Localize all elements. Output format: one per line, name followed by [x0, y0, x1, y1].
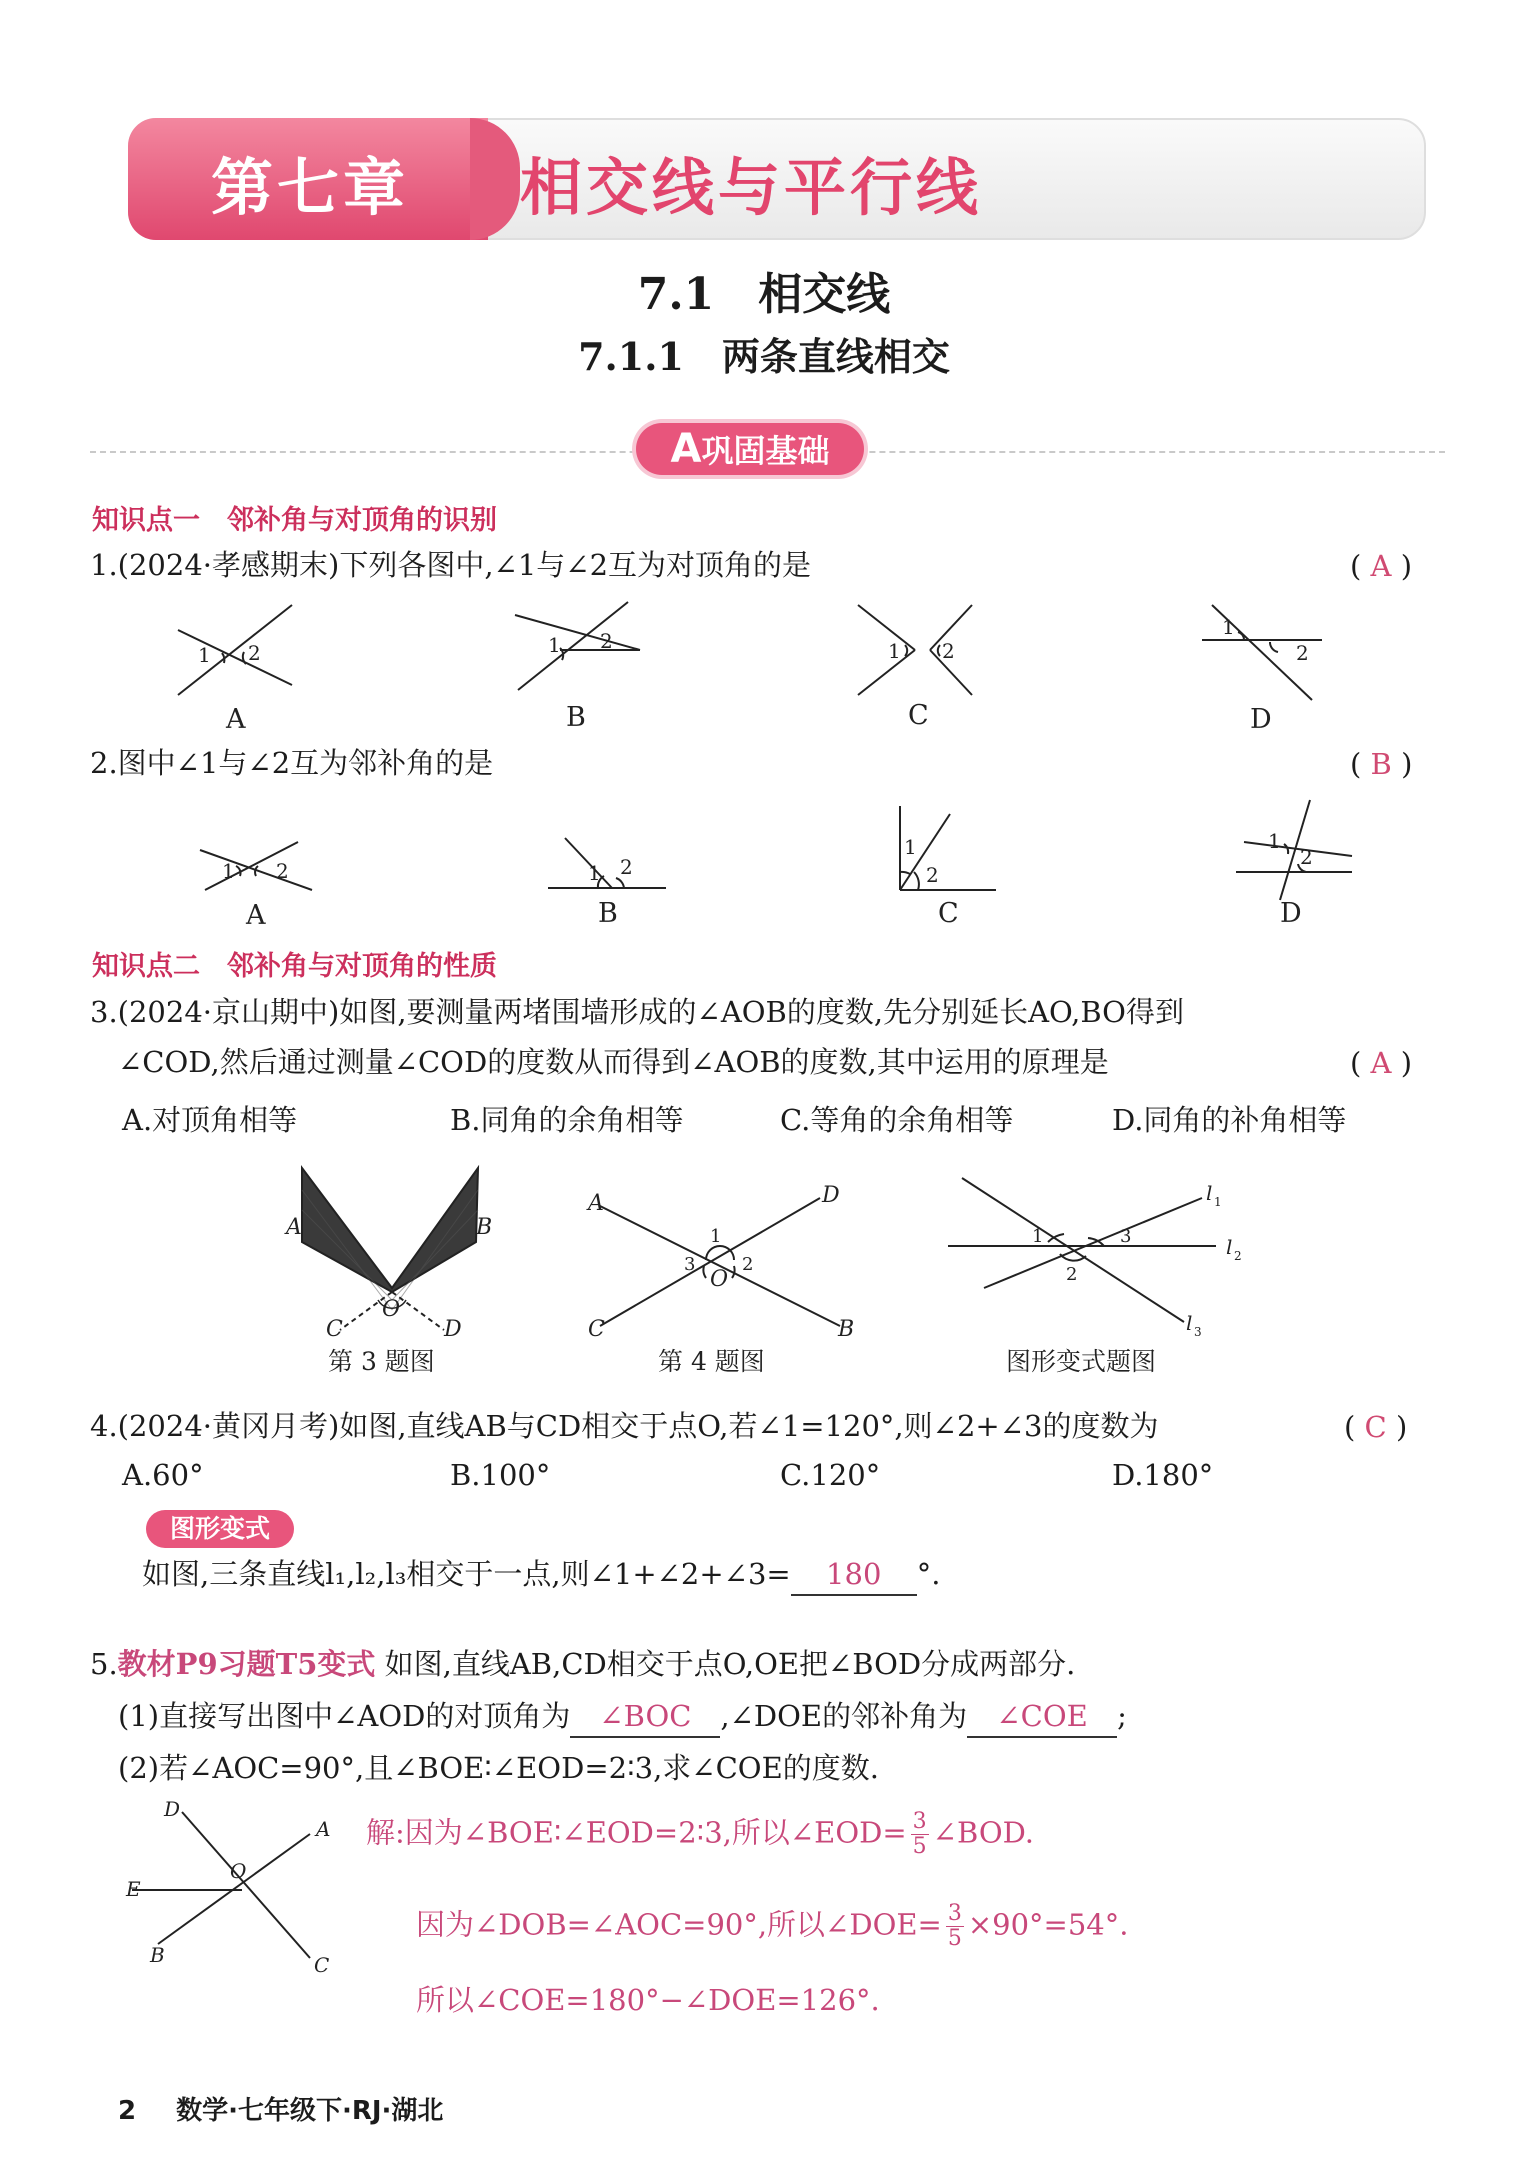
- question-2-stem: 2.图中∠1与∠2互为邻补角的是: [90, 746, 494, 780]
- badge-letter: A: [670, 426, 702, 472]
- svg-text:A: A: [286, 1215, 302, 1240]
- svg-text:O: O: [710, 1267, 729, 1292]
- figure-3-caption: 第 3 题图: [328, 1347, 435, 1376]
- question-5-source: 教材P9习题T5变式: [117, 1647, 376, 1681]
- q1-label-c: C: [908, 700, 929, 731]
- svg-text:D: D: [822, 1183, 840, 1208]
- q1-label-b: B: [566, 702, 586, 733]
- chapter-number: 第七章: [210, 151, 409, 224]
- q1-label-d: D: [1250, 704, 1272, 735]
- svg-text:l: l: [1206, 1181, 1213, 1205]
- question-1-figures: [0, 590, 1528, 740]
- section-subtitle: 7.1.1 两条直线相交: [578, 334, 950, 379]
- svg-text:C: C: [314, 1953, 330, 1976]
- q5-blank-1: ∠BOC: [570, 1696, 720, 1738]
- question-2-answer: ( B ): [1350, 747, 1413, 781]
- question-5-stem: 5.教材P9习题T5变式 如图,直线AB,CD相交于点O,OE把∠BOD分成两部分.: [90, 1647, 1076, 1681]
- svg-text:1: 1: [710, 1226, 722, 1247]
- question-4-stem: 4.(2024·黄冈月考)如图,直线AB与CD相交于点O,若∠1=120°,则∠2+∠3的度数为: [90, 1409, 1159, 1443]
- figure-4-caption: 第 4 题图: [658, 1347, 765, 1376]
- svg-text:l: l: [1186, 1311, 1193, 1335]
- svg-text:1: 1: [1214, 1195, 1222, 1209]
- chapter-title: 相交线与平行线: [520, 151, 983, 224]
- svg-text:1: 1: [1222, 615, 1235, 639]
- level-badge: [636, 423, 864, 475]
- svg-text:1: 1: [548, 633, 561, 657]
- q1-label-a: A: [226, 704, 246, 735]
- badge-text: 巩固基础: [701, 432, 830, 470]
- svg-text:B: B: [838, 1317, 855, 1342]
- q3-option-c: C.等角的余角相等: [780, 1103, 1014, 1137]
- svg-text:2: 2: [620, 855, 633, 879]
- svg-text:2: 2: [1066, 1264, 1078, 1285]
- svg-text:2: 2: [276, 859, 289, 883]
- svg-text:2: 2: [926, 863, 939, 887]
- q4-option-b: B.100°: [450, 1458, 551, 1492]
- svg-text:1: 1: [588, 861, 601, 885]
- q3-option-b: B.同角的余角相等: [450, 1103, 684, 1137]
- svg-text:B: B: [476, 1215, 493, 1240]
- question-2-figures: [0, 790, 1528, 930]
- q4-option-a: A.60°: [122, 1458, 204, 1492]
- question-5-figure: [110, 1796, 350, 1976]
- svg-text:O: O: [230, 1859, 247, 1883]
- q4-option-c: C.120°: [780, 1458, 881, 1492]
- section-title: 7.1 相交线: [637, 269, 891, 320]
- svg-text:2: 2: [942, 639, 955, 663]
- svg-text:1: 1: [1032, 1226, 1044, 1247]
- footer-text: 数学·七年级下·RJ·湖北: [176, 2096, 444, 2126]
- q2-label-c: C: [938, 898, 959, 929]
- svg-text:l: l: [1226, 1235, 1233, 1259]
- question-3-answer: ( A ): [1350, 1046, 1413, 1080]
- solution-line-3: 所以∠COE=180°−∠DOE=126°.: [416, 1983, 880, 2017]
- svg-text:1: 1: [904, 835, 917, 859]
- question-1-stem: 1.(2024·孝感期末)下列各图中,∠1与∠2互为对顶角的是: [90, 548, 812, 582]
- solution-line-2: 因为∠DOB=∠AOC=90°,所以∠DOE= $\frac{3}{5}$ ×90°=54°.: [416, 1901, 1129, 1951]
- answer-value: A: [1370, 1046, 1392, 1080]
- svg-text:3: 3: [1120, 1226, 1132, 1247]
- figure-variant-lines: [948, 1178, 1216, 1322]
- q3-option-d: D.同角的补角相等: [1112, 1103, 1347, 1137]
- svg-text:C: C: [326, 1317, 343, 1342]
- svg-text:D: D: [444, 1317, 462, 1342]
- svg-text:A: A: [588, 1191, 604, 1216]
- svg-text:C: C: [588, 1317, 605, 1342]
- figure-row: [0, 1150, 1528, 1390]
- page-footer: [118, 2090, 443, 2127]
- q3-option-a: A.对顶角相等: [122, 1103, 298, 1137]
- svg-text:2: 2: [1234, 1249, 1242, 1263]
- variant-blank: 180: [791, 1554, 917, 1596]
- q5-blank-2: ∠COE: [967, 1696, 1117, 1738]
- variant-stem: 如图,三条直线l₁,l₂,l₃相交于一点,则∠1+∠2+∠3= 180 °.: [142, 1554, 940, 1596]
- variant-tag: 图形变式: [146, 1510, 294, 1548]
- svg-text:O: O: [382, 1297, 401, 1322]
- question-1-answer: ( A ): [1350, 549, 1413, 583]
- svg-text:2: 2: [1296, 641, 1309, 665]
- page-number: 2: [118, 2096, 137, 2126]
- svg-text:1: 1: [222, 859, 235, 883]
- question-5-part-2: (2)若∠AOC=90°,且∠BOE∶∠EOD=2∶3,求∠COE的度数.: [118, 1751, 879, 1785]
- q4-option-d: D.180°: [1112, 1458, 1214, 1492]
- svg-text:3: 3: [684, 1254, 696, 1275]
- q2-label-b: B: [598, 898, 618, 929]
- svg-text:2: 2: [600, 629, 613, 653]
- question-5-part-1: (1)直接写出图中∠AOD的对顶角为 ∠BOC ,∠DOE的邻补角为 ∠COE ;: [118, 1696, 1127, 1738]
- knowledge-point-2: 知识点二 邻补角与对顶角的性质: [92, 951, 497, 982]
- svg-text:2: 2: [1300, 845, 1313, 869]
- svg-text:1: 1: [888, 639, 901, 663]
- q2-label-d: D: [1280, 898, 1302, 929]
- answer-value: C: [1364, 1410, 1387, 1444]
- figure-4-lines: [600, 1198, 840, 1326]
- q2-label-a: A: [246, 900, 266, 930]
- svg-text:D: D: [164, 1797, 181, 1821]
- svg-text:1: 1: [1268, 829, 1281, 853]
- knowledge-point-1: 知识点一 邻补角与对顶角的识别: [92, 505, 497, 536]
- solution-line-1: 解:因为∠BOE∶∠EOD=2∶3,所以∠EOD= $\frac{3}{5}$ ∠BOD.: [366, 1809, 1035, 1859]
- svg-text:2: 2: [742, 1254, 754, 1275]
- svg-text:A: A: [316, 1817, 331, 1841]
- svg-text:2: 2: [248, 641, 261, 665]
- answer-value: B: [1370, 747, 1392, 781]
- question-3-line2: ∠COD,然后通过测量∠COD的度数从而得到∠AOB的度数,其中运用的原理是: [118, 1045, 1109, 1079]
- svg-text:E: E: [126, 1877, 141, 1901]
- svg-text:B: B: [150, 1943, 165, 1967]
- answer-value: A: [1370, 549, 1392, 583]
- svg-text:1: 1: [198, 643, 211, 667]
- question-4-answer: ( C ): [1344, 1410, 1408, 1444]
- question-3-line1: 3.(2024·京山期中)如图,要测量两堵围墙形成的∠AOB的度数,先分别延长AO,BO得到: [90, 995, 1184, 1029]
- svg-text:3: 3: [1194, 1325, 1202, 1339]
- figure-variant-caption: 图形变式题图: [1006, 1347, 1157, 1376]
